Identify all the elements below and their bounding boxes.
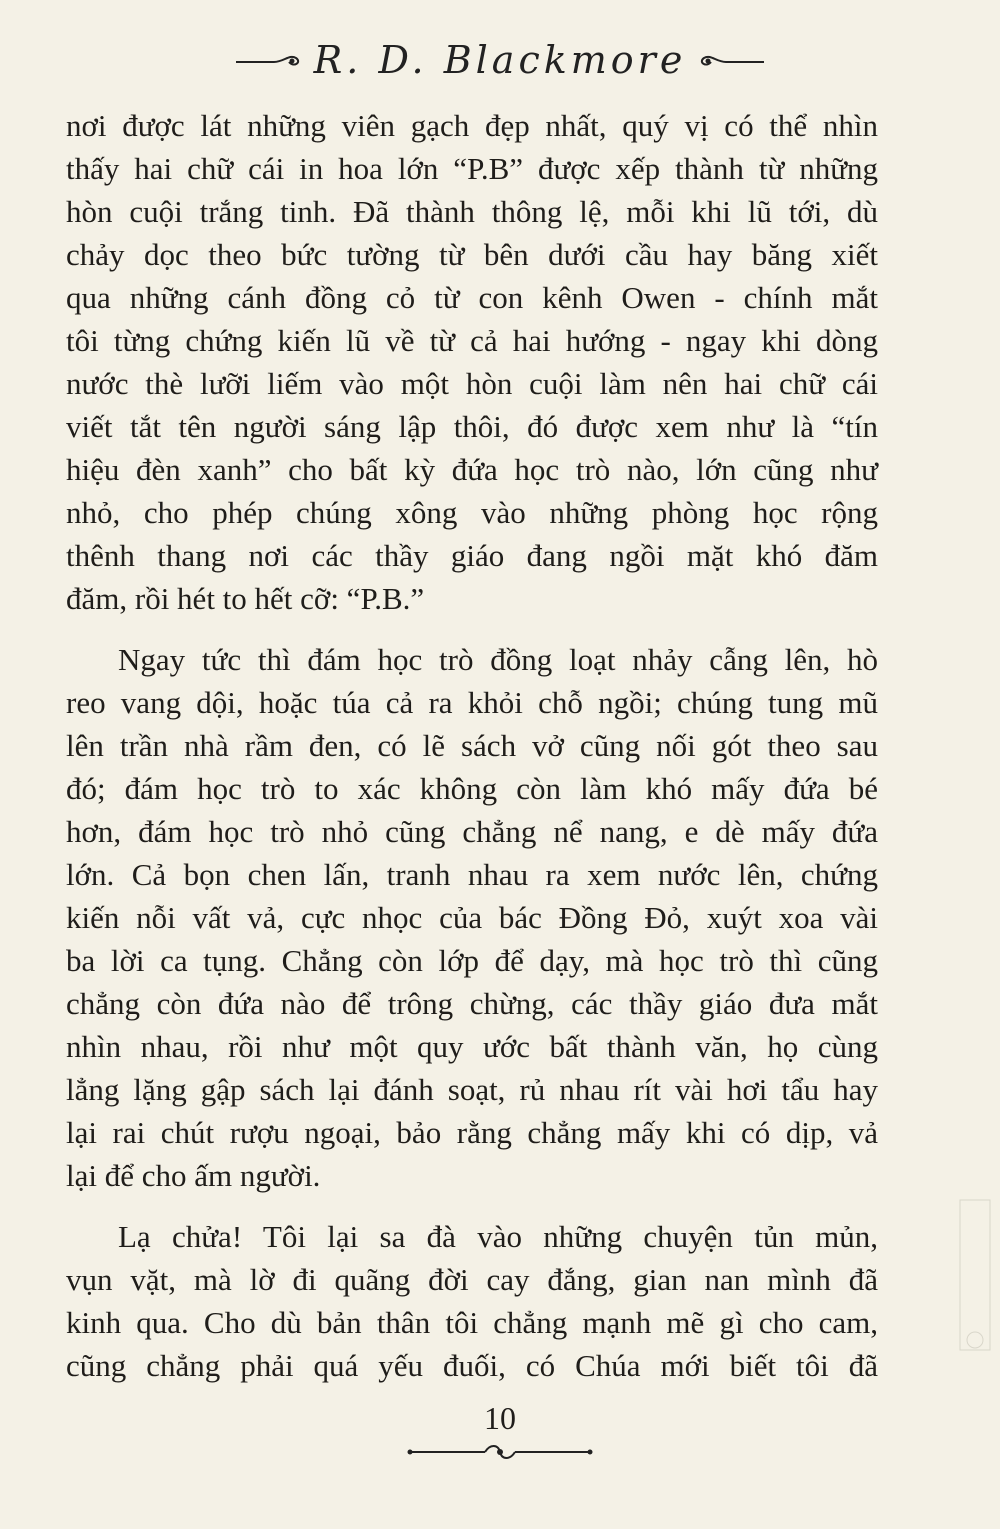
text-line: ba lời ca tụng. Chẳng còn lớp để dạy, mà học trò thì cũng <box>66 943 878 978</box>
text-line: reo vang dội, hoặc túa cả ra khỏi chỗ ngồi; chúng tung mũ <box>66 685 878 720</box>
text-line: Ngay tức thì đám học trò đồng loạt nhảy cẫng lên, hò <box>118 642 878 677</box>
running-header <box>0 30 1000 90</box>
text-line: lại rai chút rượu ngoại, bảo rằng chẳng mấy khi có dịp, vả <box>66 1115 878 1150</box>
right-flourish-ornament <box>696 50 766 70</box>
paragraph <box>66 104 878 620</box>
text-line: lớn. Cả bọn chen lấn, tranh nhau ra xem nước lên, chứng <box>66 857 878 892</box>
text-line: chảy dọc theo bức tường từ bên dưới cầu hay băng xiết <box>66 237 878 272</box>
text-line: nơi được lát những viên gạch đẹp nhất, quý vị có thể nhìn <box>66 108 878 143</box>
text-line: nhìn nhau, rồi như một quy ước bất thành văn, họ cùng <box>66 1029 878 1064</box>
text-line: Lạ chửa! Tôi lại sa đà vào những chuyện tủn mủn, <box>118 1219 878 1254</box>
footer-flourish-ornament <box>400 1440 600 1464</box>
left-flourish-ornament <box>234 50 304 70</box>
text-line: đó; đám học trò to xác không còn làm khó mấy đứa bé <box>66 771 878 806</box>
text-line: đăm, rồi hét to hết cỡ: “P.B.” <box>66 581 425 616</box>
text-line: vụn vặt, mà lờ đi quãng đời cay đắng, gian nan mình đã <box>66 1262 878 1297</box>
paragraph <box>66 1215 878 1387</box>
show-through-ornament <box>920 1180 1000 1380</box>
text-line: kinh qua. Cho dù bản thân tôi chẳng mạnh mẽ gì cho cam, <box>66 1305 878 1340</box>
text-line: qua những cánh đồng cỏ từ con kênh Owen - chính mắt <box>66 280 878 315</box>
paragraph <box>66 638 878 1197</box>
text-line: nước thè lưỡi liếm vào một hòn cuội làm nên hai chữ cái <box>66 366 878 401</box>
text-line: cũng chẳng phải quá yếu đuối, có Chúa mới biết tôi đã <box>66 1348 878 1383</box>
body-text <box>66 104 878 1405</box>
text-line: chẳng còn đứa nào để trông chừng, các thầy giáo đưa mắt <box>66 986 878 1021</box>
text-line: nhỏ, cho phép chúng xông vào những phòng học rộng <box>66 495 878 530</box>
text-line: kiến nỗi vất vả, cực nhọc của bác Đồng Đỏ, xuýt xoa vài <box>66 900 878 935</box>
text-line: tôi từng chứng kiến lũ về từ cả hai hướng - ngay khi dòng <box>66 323 878 358</box>
text-line: hiệu đèn xanh” cho bất kỳ đứa học trò nào, lớn cũng như <box>66 452 878 487</box>
text-line: thấy hai chữ cái in hoa lớn “P.B” được xếp thành từ những <box>66 151 878 186</box>
text-line: lên trần nhà rầm đen, có lẽ sách vở cũng nối gót theo sau <box>66 728 878 763</box>
page-number: 10 <box>484 1400 516 1436</box>
text-line: lại để cho ấm người. <box>66 1158 321 1193</box>
text-line: lẳng lặng gập sách lại đánh soạt, rủ nhau rít vài hơi tẩu hay <box>66 1072 878 1107</box>
text-line: hơn, đám học trò nhỏ cũng chẳng nể nang, e dè mấy đứa <box>66 814 878 849</box>
text-line: hòn cuội trắng tinh. Đã thành thông lệ, mỗi khi lũ tới, dù <box>66 194 878 229</box>
text-line: viết tắt tên người sáng lập thôi, đó được xem như là “tín <box>66 409 878 444</box>
running-header-title: R. D. Blackmore <box>313 38 687 82</box>
text-line: thênh thang nơi các thầy giáo đang ngồi mặt khó đăm <box>66 538 878 573</box>
